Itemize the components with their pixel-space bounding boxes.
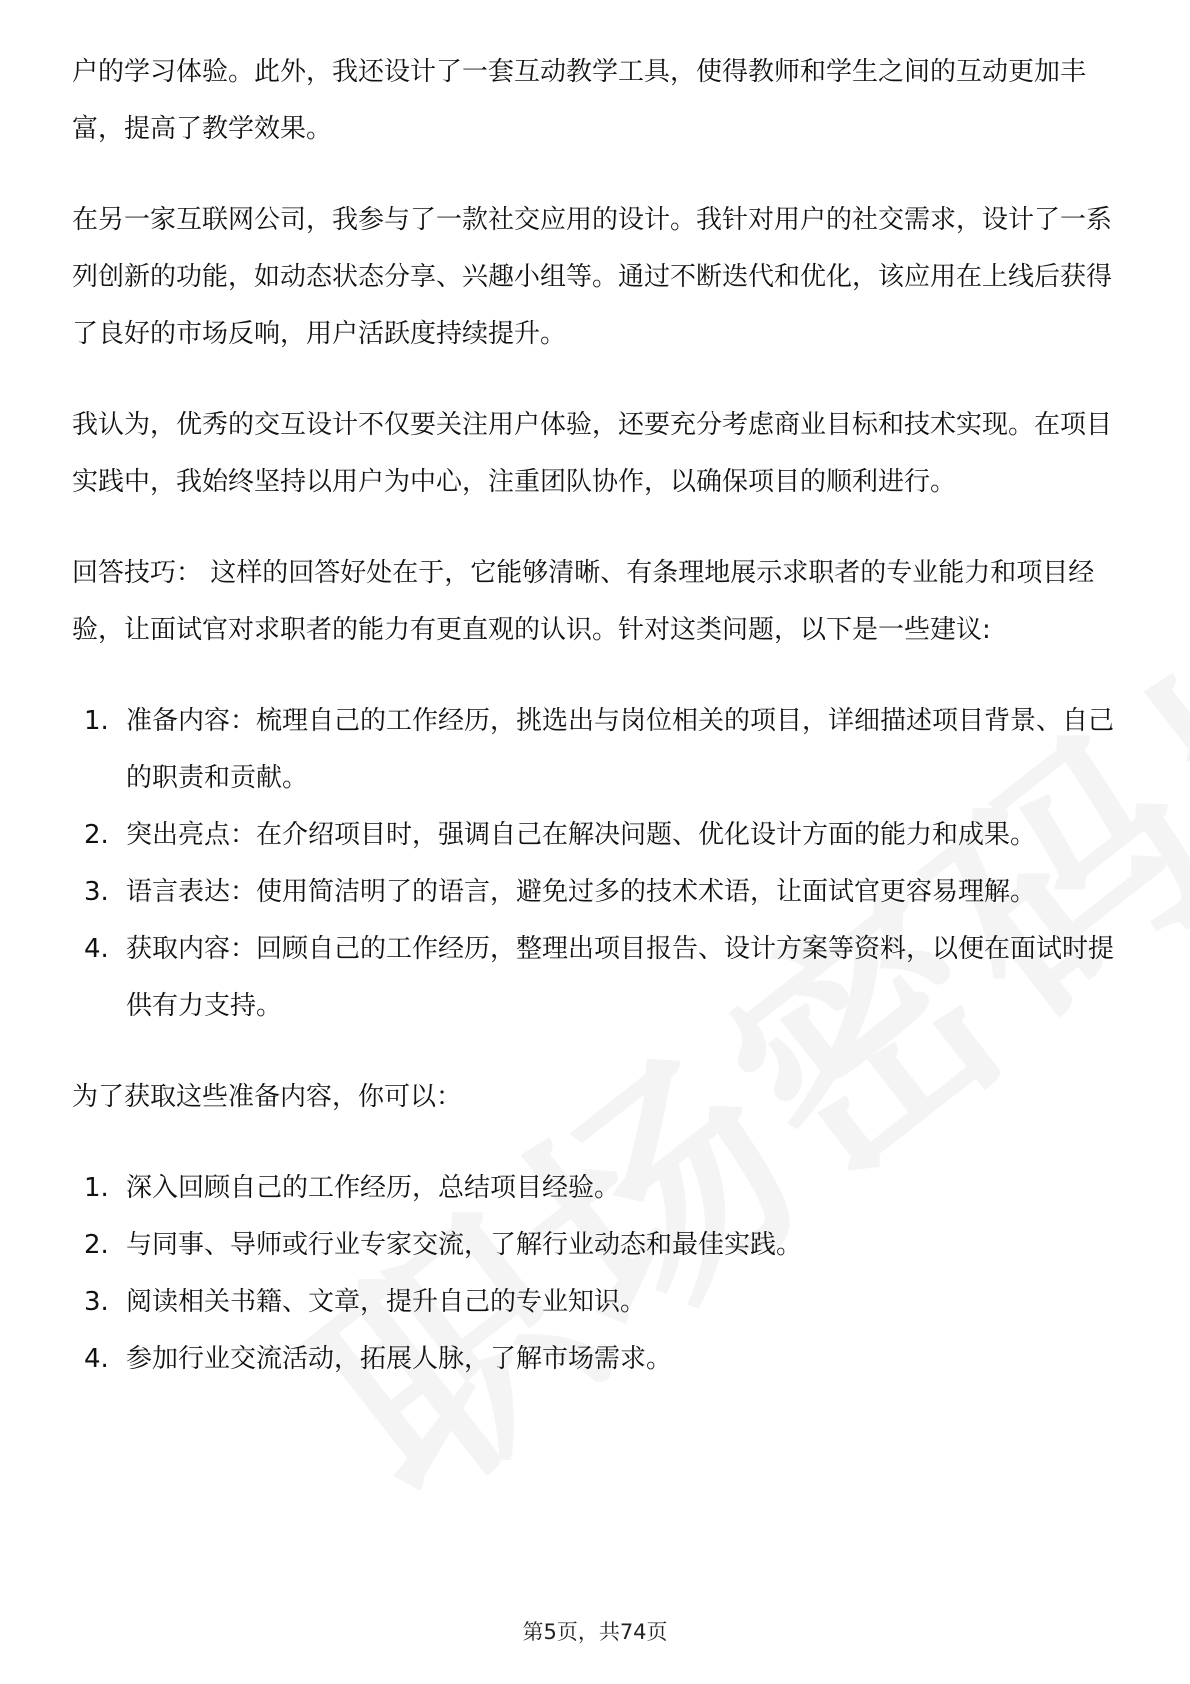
prep-list [72, 1160, 1122, 1388]
paragraph-answer-tips: 回答技巧： 这样的回答好处在于，它能够清晰、有条理地展示求职者的专业能力和项目经验，让面试官对求职者的能力有更直观的认识。针对这类问题，以下是一些建议: [72, 558, 1095, 645]
list-number: 4. [84, 934, 109, 964]
list-item [72, 864, 1122, 921]
list-number: 1. [84, 706, 109, 736]
paragraph-3: 我认为，优秀的交互设计不仅要关注用户体验，还要充分考虑商业目标和技术实现。在项目实践中，我始终坚持以用户为中心，注重团队协作，以确保项目的顺利进行。 [72, 410, 1113, 497]
paragraph-1: 户的学习体验。此外，我还设计了一套互动教学工具，使得教师和学生之间的互动更加丰富，提高了教学效果。 [72, 57, 1087, 144]
paragraph-2: 在另一家互联网公司，我参与了一款社交应用的设计。我针对用户的社交需求，设计了一系列创新的功能，如动态状态分享、兴趣小组等。通过不断迭代和优化，该应用在上线后获得了良好的市场反响，用户活跃度持续提升。 [72, 205, 1113, 349]
list-item [72, 1331, 1122, 1388]
tips-list [72, 693, 1122, 1035]
document-body [72, 44, 1122, 1422]
list-item-text: 突出亮点：在介绍项目时，强调自己在解决问题、优化设计方面的能力和成果。 [126, 820, 1037, 850]
list-item-text: 深入回顾自己的工作经历，总结项目经验。 [126, 1173, 621, 1203]
list-item-text: 阅读相关书籍、文章，提升自己的专业知识。 [126, 1287, 647, 1317]
list-item [72, 1217, 1122, 1274]
list-item-text: 准备内容：梳理自己的工作经历，挑选出与岗位相关的项目，详细描述项目背景、自己的职责和贡献。 [126, 706, 1115, 793]
list-item-text: 语言表达：使用简洁明了的语言，避免过多的技术术语，让面试官更容易理解。 [126, 877, 1037, 907]
list-number: 3. [84, 877, 109, 907]
list-item [72, 1274, 1122, 1331]
list-item-text: 参加行业交流活动，拓展人脉，了解市场需求。 [126, 1344, 673, 1374]
list-item [72, 693, 1122, 807]
list-item [72, 1160, 1122, 1217]
paragraph-prep-intro: 为了获取这些准备内容，你可以： [72, 1082, 463, 1112]
list-number: 1. [84, 1173, 109, 1203]
list-number: 2. [84, 820, 109, 850]
list-number: 3. [84, 1287, 109, 1317]
list-item [72, 807, 1122, 864]
list-item [72, 921, 1122, 1035]
page-footer: 第5页，共74页 [522, 1620, 668, 1644]
list-number: 2. [84, 1230, 109, 1260]
list-item-text: 与同事、导师或行业专家交流，了解行业动态和最佳实践。 [126, 1230, 803, 1260]
list-item-text: 获取内容：回顾自己的工作经历，整理出项目报告、设计方案等资料，以便在面试时提供有力支持。 [126, 934, 1115, 1021]
list-number: 4. [84, 1344, 109, 1374]
